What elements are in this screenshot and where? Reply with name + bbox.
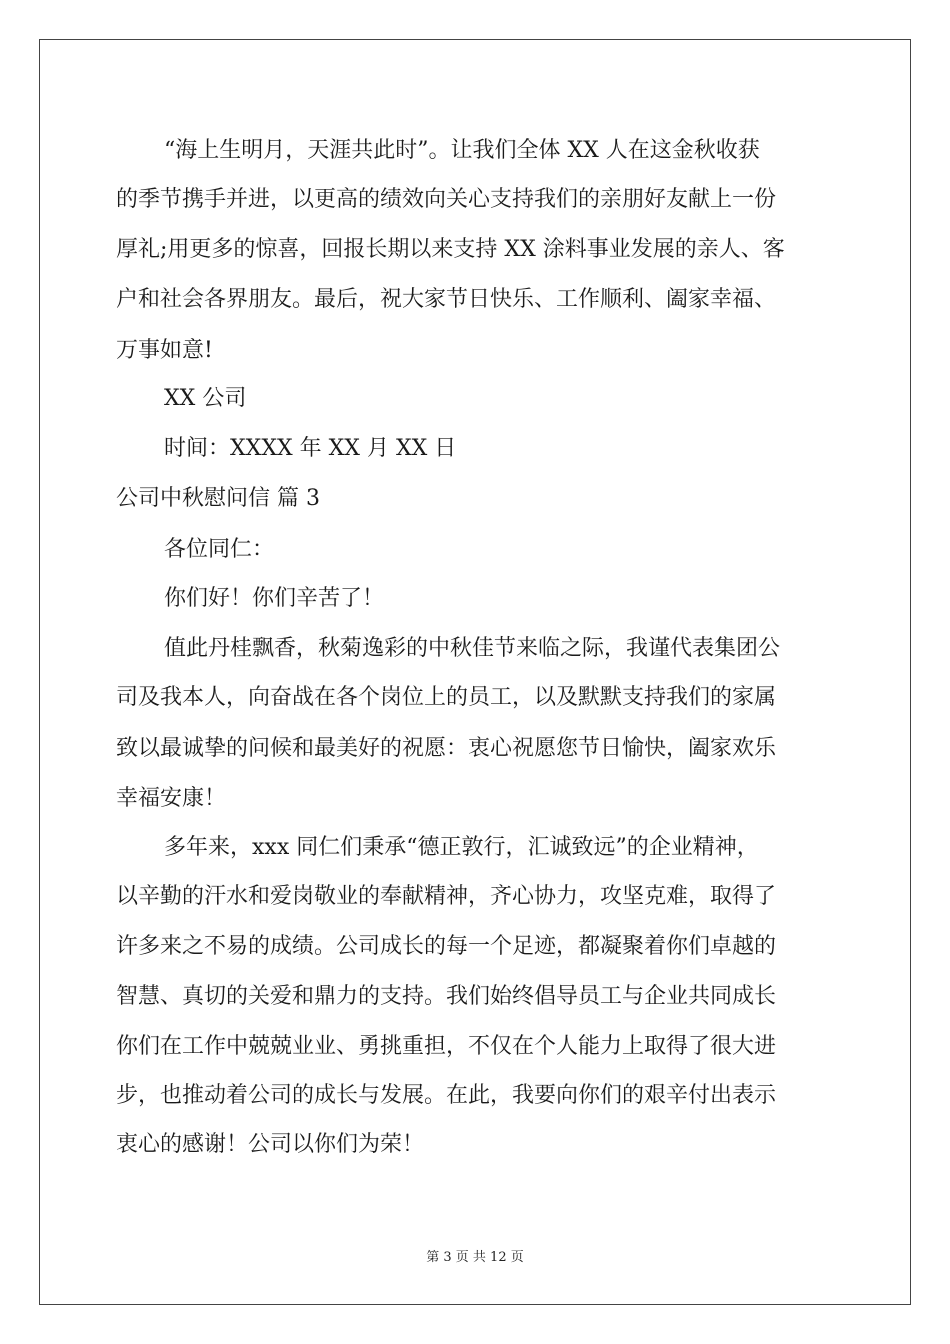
- body-line: 衷心的感谢！公司以你们为荣！: [116, 1132, 425, 1157]
- section-heading: 公司中秋慰问信 篇 3: [116, 486, 320, 511]
- body-line: 许多来之不易的成绩。公司成长的每一个足迹，都凝聚着你们卓越的: [116, 934, 777, 959]
- page-footer: 第 3 页 共 12 页: [426, 1250, 524, 1265]
- body-line: 多年来，xxx 同仁们秉承“德正敦行，汇诚致远”的企业精神，: [164, 835, 759, 860]
- body-line: 值此丹桂飘香，秋菊逸彩的中秋佳节来临之际，我谨代表集团公: [164, 636, 781, 661]
- body-line: 致以最诚挚的问候和最美好的祝愿：衷心祝愿您节日愉快，阖家欢乐: [116, 736, 777, 761]
- greeting: 你们好！你们辛苦了！: [164, 586, 385, 611]
- body-line: 司及我本人，向奋战在各个岗位上的员工，以及默默支持我们的家属: [116, 685, 777, 710]
- body-line: 的季节携手并进，以更高的绩效向关心支持我们的亲朋好友献上一份: [116, 187, 777, 212]
- salutation: 各位同仁：: [164, 537, 275, 562]
- signature-company: XX 公司: [164, 386, 247, 411]
- body-line: “海上生明月，天涯共此时”。让我们全体 XX 人在这金秋收获: [164, 138, 760, 163]
- body-line: 步，也推动着公司的成长与发展。在此，我要向你们的艰辛付出表示: [116, 1083, 777, 1108]
- body-line: 户和社会各界朋友。最后，祝大家节日快乐、工作顺利、阖家幸福、: [116, 287, 777, 312]
- body-line: 万事如意!: [116, 338, 213, 363]
- page-border: [39, 39, 911, 1305]
- signature-date: 时间：XXXX 年 XX 月 XX 日: [164, 436, 457, 461]
- body-line: 智慧、真切的关爱和鼎力的支持。我们始终倡导员工与企业共同成长: [116, 984, 777, 1009]
- body-line: 幸福安康！: [116, 786, 227, 811]
- body-line: 厚礼;用更多的惊喜，回报长期以来支持 XX 涂料事业发展的亲人、客: [116, 237, 785, 262]
- body-line: 以辛勤的汗水和爱岗敬业的奉献精神，齐心协力，攻坚克难，取得了: [116, 884, 777, 909]
- body-line: 你们在工作中兢兢业业、勇挑重担，不仅在个人能力上取得了很大进: [116, 1034, 777, 1059]
